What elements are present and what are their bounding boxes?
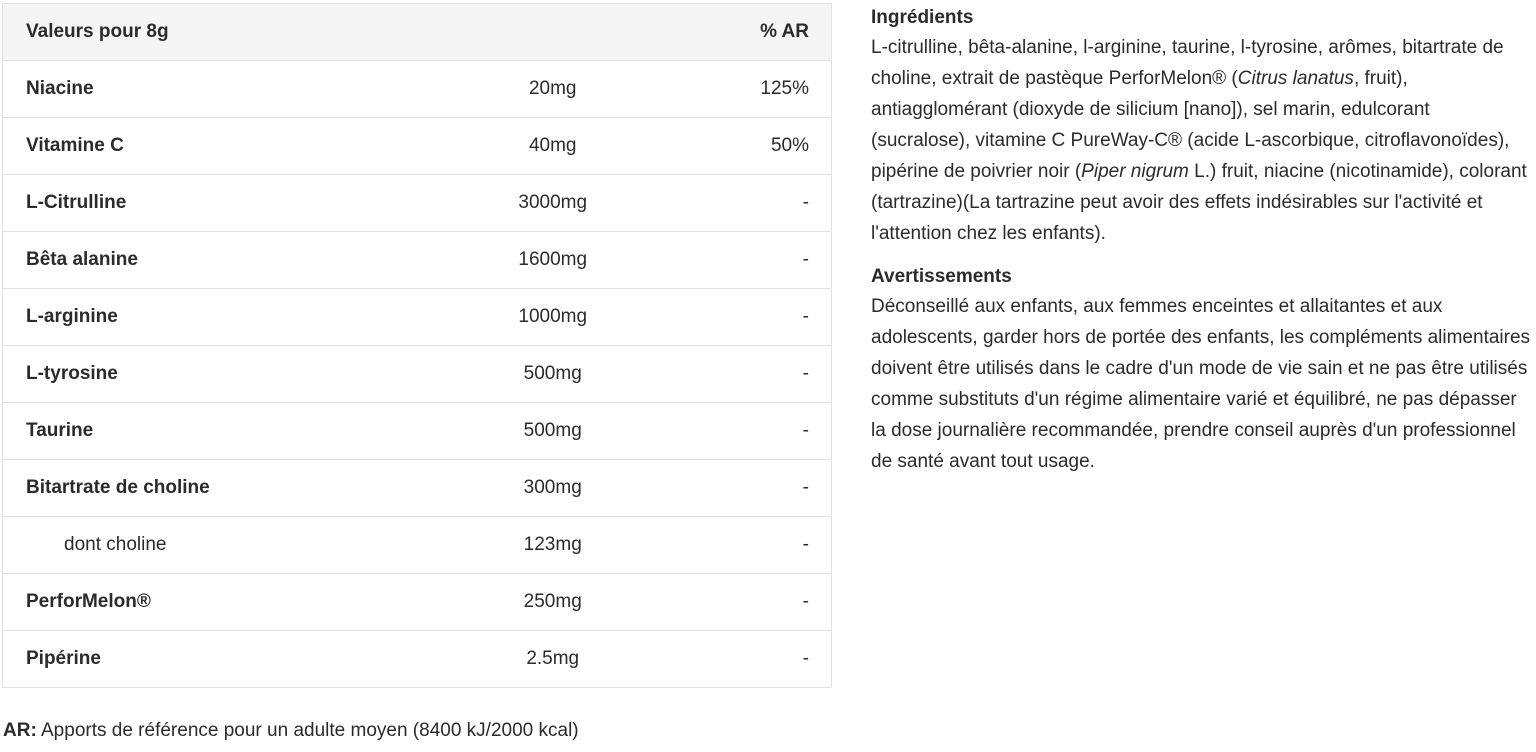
footnote-label: AR: [3, 720, 37, 741]
nutrient-ar: - [649, 175, 831, 232]
ingredients-text-part3: L.) fruit, niacine (nicotinamide), colorant (tartrazine)(La tartrazine peut avoir des effets indésirables sur l'activité et l'attention chez les enfants). [871, 161, 1527, 244]
nutrient-name: L-arginine [3, 289, 457, 346]
nutrient-name: dont choline [3, 517, 457, 574]
nutrient-ar: - [649, 460, 831, 517]
ingredients-text-part2: , fruit), antiagglomérant (dioxyde de silicium [nano]), sel marin, edulcorant (sucralose), vitamine C PureWay-C® (acide L-ascorbique, citroflavonoïdes), pipérine de poivrier noir ( [871, 68, 1510, 182]
warnings-title: Avertissements [871, 266, 1012, 287]
ingredients-italic-citrus: Citrus lanatus [1237, 68, 1354, 89]
nutrition-table [2, 3, 832, 688]
table-row [3, 631, 832, 688]
nutrient-amount: 2.5mg [456, 631, 649, 688]
ingredients-text-part1: L-citrulline, bêta-alanine, l-arginine, taurine, l-tyrosine, arômes, bitartrate de choline, extrait de pastèque PerforMelon® ( [871, 37, 1504, 89]
info-panel [871, 4, 1531, 477]
nutrient-name: L-Citrulline [3, 175, 457, 232]
table-body [3, 61, 832, 688]
nutrient-name: Bitartrate de choline [3, 460, 457, 517]
table-row [3, 61, 832, 118]
ingredients-italic-piper: Piper nigrum [1081, 161, 1189, 182]
ingredients-text [871, 32, 1531, 249]
nutrient-ar: - [649, 631, 831, 688]
table-row [3, 460, 832, 517]
nutrient-name: L-tyrosine [3, 346, 457, 403]
table-row [3, 232, 832, 289]
table-row [3, 574, 832, 631]
nutrient-amount: 300mg [456, 460, 649, 517]
table-row [3, 346, 832, 403]
nutrient-amount: 123mg [456, 517, 649, 574]
nutrient-ar: - [649, 574, 831, 631]
footnote-text: Apports de référence pour un adulte moyen (8400 kJ/2000 kcal) [36, 720, 579, 741]
nutrient-name: PerforMelon® [3, 574, 457, 631]
header-serving: Valeurs pour 8g [3, 4, 457, 61]
nutrient-name: Vitamine C [3, 118, 457, 175]
nutrient-amount: 1000mg [456, 289, 649, 346]
nutrient-ar: 50% [649, 118, 831, 175]
nutrient-amount: 500mg [456, 346, 649, 403]
nutrient-amount: 250mg [456, 574, 649, 631]
nutrient-name: Bêta alanine [3, 232, 457, 289]
nutrient-ar: - [649, 517, 831, 574]
warnings-text: Déconseillé aux enfants, aux femmes enceintes et allaitantes et aux adolescents, garder hors de portée des enfants, les compléments alimentaires doivent être utilisés dans le cadre d'un mode de vie sain et ne pas être utilisés comme substituts d'un régime alimentaire varié et équilibré, ne pas dépasser la dose journalière recommandée, prendre conseil auprès d'un professionnel de santé avant tout usage. [871, 296, 1531, 472]
table-row [3, 403, 832, 460]
table-row [3, 118, 832, 175]
nutrient-amount: 1600mg [456, 232, 649, 289]
nutrient-name: Taurine [3, 403, 457, 460]
nutrient-ar: - [649, 403, 831, 460]
header-amount [456, 4, 649, 61]
table-row [3, 517, 832, 574]
nutrient-ar: 125% [649, 61, 831, 118]
nutrient-name: Pipérine [3, 631, 457, 688]
table-row [3, 175, 832, 232]
table-row [3, 289, 832, 346]
nutrient-ar: - [649, 232, 831, 289]
header-ar: % AR [649, 4, 831, 61]
nutrient-name: Niacine [3, 61, 457, 118]
nutrient-amount: 500mg [456, 403, 649, 460]
ingredients-title: Ingrédients [871, 7, 974, 28]
table-header-row [3, 4, 832, 61]
nutrient-amount: 20mg [456, 61, 649, 118]
footnote [3, 718, 579, 744]
nutrient-amount: 40mg [456, 118, 649, 175]
nutrient-ar: - [649, 346, 831, 403]
nutrient-amount: 3000mg [456, 175, 649, 232]
nutrient-ar: - [649, 289, 831, 346]
